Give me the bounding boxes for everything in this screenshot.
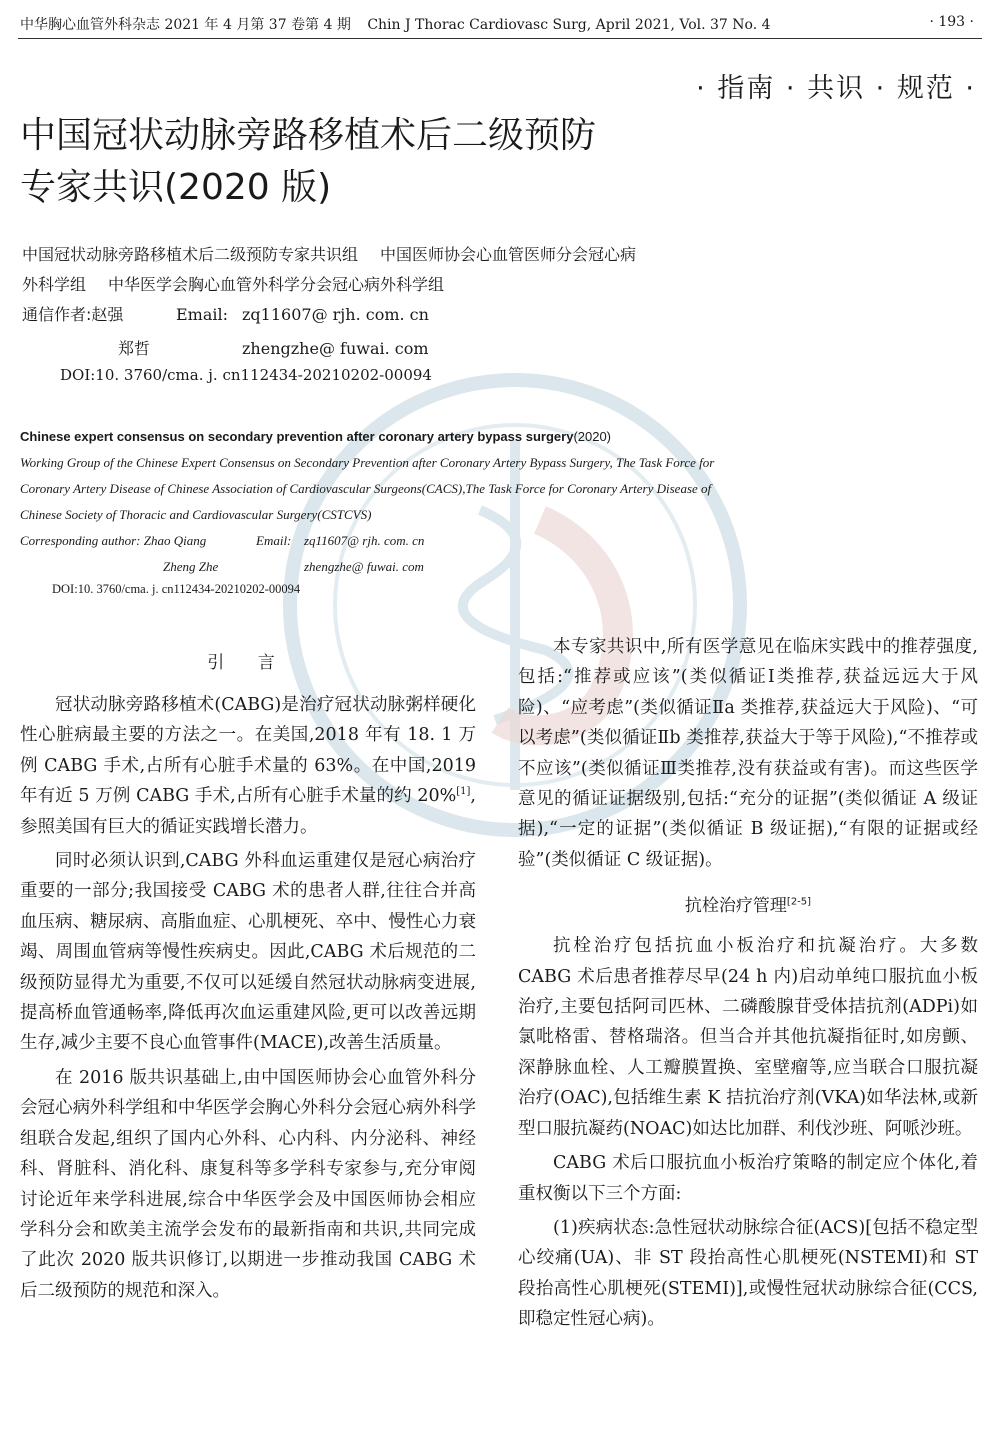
article-title [20,110,596,214]
doi-cn: DOI:10. 3760/cma. j. cn112434-20210202-00094 [60,366,432,384]
title-line-2: 专家共识(2020 版) [20,167,332,208]
english-abstract-header [20,424,714,580]
english-email-label: Email: [256,533,292,548]
page-number: · 193 · [929,14,974,30]
header-rule [18,38,982,39]
english-group-line-1: Working Group of the Chinese Expert Consensus on Secondary Prevention after Coronary Artery Bypass Surgery, The Task Force for [20,455,715,470]
paragraph: CABG 术后口服抗血小板治疗策略的制定应个体化,着重权衡以下三个方面: [518,1153,978,1204]
doi-en: DOI:10. 3760/cma. j. cn112434-20210202-00094 [52,582,301,596]
citation-ref: [1] [456,786,471,798]
paragraph: 冠状动脉旁路移植术(CABG)是治疗冠状动脉粥样硬化性心脏病最主要的方法之一。在美国,2018 年有 18. 1 万例 CABG 手术,占所有心脏手术量的 63%。在中国,2019 年有近 5 万例 CABG 手术,占所有心脏手术量的约 20%[1],参照美国有巨大的循证实践增长潜力。 [20,695,476,837]
author-group-1: 中国冠状动脉旁路移植术后二级预防专家共识组 [22,245,359,264]
email-label: Email: [176,305,229,324]
paragraph: 在 2016 版共识基础上,由中国医师协会心血管外科分会冠心病外科学组和中华医学会胸心外科分会冠心病外科学组联合发起,组织了国内心外科、心内科、内分泌科、神经科、肾脏科、消化科、康复科等多学科专家参与,充分审阅讨论近年来学科进展,综合中华医学会及中国医师协会相应学科分会和欧美主流学会发布的最新指南和共识,共同完成了此次 2020 版共识修订,以期进一步推动我国 CABG 术后二级预防的规范和深入。 [20,1067,476,1301]
corresponding-author-2: 郑哲 [118,339,151,358]
corresponding-author-1: 通信作者:赵强 [22,305,124,324]
english-corr-author-2: Zheng Zhe [163,559,219,574]
journal-name-en: Chin J Thorac Cardiovasc Surg, April 2021, Vol. 37 No. 4 [367,17,771,33]
citation-ref: [2-5] [786,896,812,908]
english-group-line-3: Chinese Society of Thoracic and Cardiovascular Surgery(CSTCVS) [20,507,372,522]
english-title: Chinese expert consensus on secondary prevention after coronary artery bypass surgery(2020) [20,429,612,444]
author-group-3: 中华医学会胸心血管外科学分会冠心病外科学组 [108,275,445,294]
left-column [20,648,476,1306]
author-group-2-cont: 外科学组 [22,275,87,294]
email-2: zhengzhe@ fuwai. com [242,339,429,358]
running-head [20,14,974,34]
english-corr-author: Corresponding author: Zhao Qiang [20,533,207,548]
paragraph: 同时必须认识到,CABG 外科血运重建仅是冠心病治疗重要的一部分;我国接受 CABG 术的患者人群,往往合并高血压病、糖尿病、高脂血症、心肌梗死、卒中、慢性心力衰竭、周围血管病等慢性疾病史。因此,CABG 术后规范的二级预防显得尤为重要,不仅可以延缓自然冠状动脉病变进展,提高桥血管通畅率,降低再次血运重建风险,更可以改善远期生存,减少主要不良心血管事件(MACE),改善生活质量。 [20,851,476,1054]
paragraph: (1)疾病状态:急性冠状动脉综合征(ACS)[包括不稳定型心绞痛(UA)、非 ST 段抬高性心肌梗死(NSTEMI)和 ST 段抬高性心肌梗死(STEMI)],或慢性冠状动脉综合征(CCS,即稳定性冠心病)。 [518,1217,978,1330]
english-group-line-2: Coronary Artery Disease of Chinese Association of Cardiovascular Surgeons(CACS),The Task Force for Coronary Artery Disease of [20,481,712,496]
english-email-2: zhengzhe@ fuwai. com [304,559,424,574]
email-1: zq11607@ rjh. com. cn [242,305,429,324]
section-tag: · 指南 · 共识 · 规范 · [696,73,976,104]
paragraph: 本专家共识中,所有医学意见在临床实践中的推荐强度,包括:“推荐或应该”(类似循证Ⅰ类推荐,获益远远大于风险)、“应考虑”(类似循证Ⅱa 类推荐,获益远大于风险)、“可以考虑”(类似循证Ⅱb 类推荐,获益大于等于风险),“不推荐或不应该”(类似循证Ⅲ类推荐,没有获益或有害)。而这些医学意见的循证证据级别,包括:“充分的证据”(类似循证 A 级证据),“一定的证据”(类似循证 B 级证据),“有限的证据或经验”(类似循证 C 级证据)。 [518,637,978,870]
author-group-2: 中国医师协会心血管医师分会冠心病 [380,245,637,264]
title-line-1: 中国冠状动脉旁路移植术后二级预防 [20,115,597,156]
english-email-1: zq11607@ rjh. com. cn [304,533,425,548]
paragraph: 抗栓治疗包括抗血小板治疗和抗凝治疗。大多数 CABG 术后患者推荐尽早(24 h 内)启动单纯口服抗血小板治疗,主要包括阿司匹林、二磷酸腺苷受体拮抗剂(ADPi)如氯吡格雷、替格瑞洛。但当合并其他抗凝指征时,如房颤、深静脉血栓、人工瓣膜置换、室壁瘤等,应当联合口服抗凝治疗(OAC),包括维生素 K 拮抗治疗剂(VKA)如华法林,或新型口服抗凝药(NOAC)如达比加群、利伐沙班、阿哌沙班。 [518,936,978,1139]
author-block [22,240,636,368]
section-heading-antithrombotic: 抗栓治疗管理[2-5] [684,896,812,917]
journal-name-cn: 中华胸心血管外科杂志 2021 年 4 月第 37 卷第 4 期 [20,17,351,33]
right-column [518,632,978,1335]
section-heading-introduction: 引 言 [207,653,289,673]
